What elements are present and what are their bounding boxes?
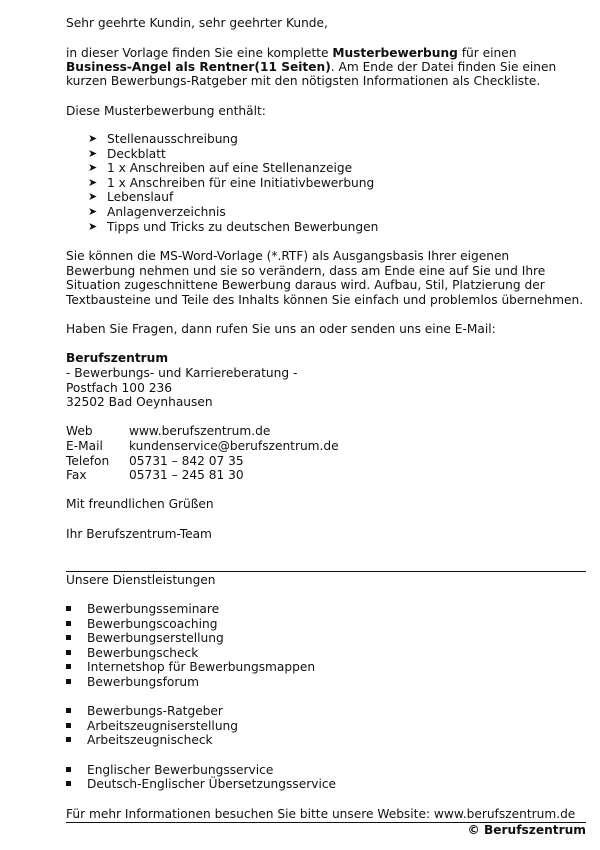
list-item: Arbeitszeugnischeck	[87, 733, 213, 747]
list-item: Bewerbungsforum	[87, 675, 199, 689]
contact-phone: 05731 – 842 07 35	[129, 454, 244, 468]
arrow-bullet-icon: ➤	[88, 161, 98, 174]
list-item: Bewerbungs-Ratgeber	[87, 704, 223, 718]
list-item: Internetshop für Bewerbungsmappen	[87, 660, 316, 674]
list-item: Bewerbungscheck	[87, 646, 199, 660]
intro-line-2	[66, 60, 556, 75]
list-item: Deckblatt	[107, 147, 166, 161]
square-bullet-icon	[66, 679, 71, 684]
list-item: Bewerbungserstellung	[87, 631, 224, 645]
contact-label-fax: Fax	[66, 468, 87, 482]
list-item: Anlagenverzeichnis	[107, 205, 226, 219]
contact-label-web: Web	[66, 424, 93, 438]
list-item: Lebenslauf	[107, 190, 174, 204]
company-city: 32502 Bad Oeynhausen	[66, 395, 213, 409]
intro-text: in dieser Vorlage finden Sie eine komplette	[66, 46, 333, 60]
contact-label-phone: Telefon	[66, 454, 110, 468]
usage-line: Sie können die MS-Word-Vorlage (*.RTF) als Ausgangsbasis Ihrer eigenen	[66, 249, 510, 263]
arrow-bullet-icon: ➤	[88, 205, 98, 218]
square-bullet-icon	[66, 781, 71, 786]
list-item: 1 x Anschreiben auf eine Stellenanzeige	[107, 161, 353, 175]
usage-line: Textbausteine und Teile des Inhalts können Sie einfach und problemlos übernehmen.	[66, 293, 584, 307]
square-bullet-icon	[66, 767, 71, 772]
signature: Ihr Berufszentrum-Team	[66, 527, 212, 541]
square-bullet-icon	[66, 708, 71, 713]
contact-label-email: E-Mail	[66, 439, 103, 453]
services-heading: Unsere Dienstleistungen	[66, 573, 216, 587]
footer-info: Für mehr Informationen besuchen Sie bitte unsere Website: www.berufszentrum.de	[66, 807, 576, 821]
company-postbox: Postfach 100 236	[66, 381, 172, 395]
salutation: Sehr geehrte Kundin, sehr geehrter Kunde,	[66, 16, 328, 30]
closing: Mit freundlichen Grüßen	[66, 497, 214, 511]
list-item: Deutsch-Englischer Übersetzungsservice	[87, 777, 337, 791]
square-bullet-icon	[66, 621, 71, 626]
usage-line: Bewerbung nehmen und sie so verändern, dass am Ende eine auf Sie und Ihre	[66, 264, 546, 278]
list-item: 1 x Anschreiben für eine Initiativbewerbung	[107, 176, 375, 190]
contents-heading: Diese Musterbewerbung enthält:	[66, 104, 266, 118]
contact-web-link[interactable]: www.berufszentrum.de	[129, 424, 271, 438]
list-item: Arbeitszeugniserstellung	[87, 719, 239, 733]
usage-line: Situation zugeschnittene Bewerbung daraus wird. Aufbau, Stil, Platzierung der	[66, 278, 545, 292]
arrow-bullet-icon: ➤	[88, 176, 98, 189]
square-bullet-icon	[66, 664, 71, 669]
list-item: Stellenausschreibung	[107, 132, 238, 146]
intro-line-1	[66, 46, 516, 61]
list-item: Bewerbungsseminare	[87, 602, 220, 616]
arrow-bullet-icon: ➤	[88, 147, 98, 160]
intro-line-3: kurzen Bewerbungs-Ratgeber mit den nötigsten Informationen als Checkliste.	[66, 74, 541, 88]
square-bullet-icon	[66, 635, 71, 640]
intro-bold-musterbewerbung: Musterbewerbung	[332, 46, 458, 60]
company-tagline: - Bewerbungs- und Karriereberatung -	[66, 366, 298, 380]
intro-bold-title: Business-Angel als Rentner(11 Seiten)	[66, 60, 331, 74]
contact-email-link[interactable]: kundenservice@berufszentrum.de	[129, 439, 339, 453]
divider	[66, 571, 586, 572]
arrow-bullet-icon: ➤	[88, 190, 98, 203]
contact-fax: 05731 – 245 81 30	[129, 468, 244, 482]
list-item: Bewerbungscoaching	[87, 617, 218, 631]
square-bullet-icon	[66, 650, 71, 655]
arrow-bullet-icon: ➤	[88, 132, 98, 145]
square-bullet-icon	[66, 737, 71, 742]
intro-text: für einen	[457, 46, 517, 60]
square-bullet-icon	[66, 606, 71, 611]
arrow-bullet-icon: ➤	[88, 220, 98, 233]
intro-text: . Am Ende der Datei finden Sie einen	[330, 60, 557, 74]
questions-text: Haben Sie Fragen, dann rufen Sie uns an oder senden uns eine E-Mail:	[66, 322, 496, 336]
copyright: © Berufszentrum	[467, 823, 586, 837]
company-name: Berufszentrum	[66, 351, 169, 365]
list-item: Englischer Bewerbungsservice	[87, 763, 274, 777]
square-bullet-icon	[66, 723, 71, 728]
list-item: Tipps und Tricks zu deutschen Bewerbungen	[107, 220, 379, 234]
